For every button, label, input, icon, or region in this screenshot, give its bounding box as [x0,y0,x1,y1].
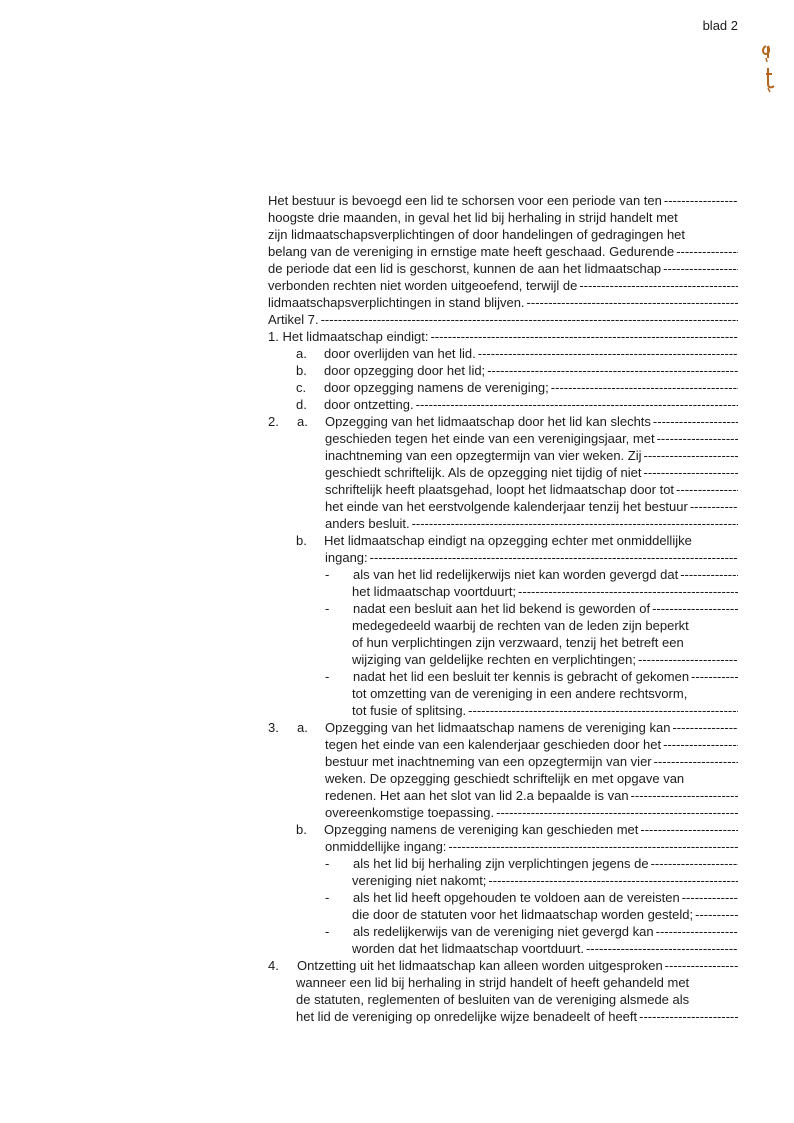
text-line [268,906,738,923]
dash-bullet: - [325,669,330,684]
line-text: anders besluit. [325,516,410,531]
list-marker: b. [296,363,307,378]
dash-filler [665,957,738,974]
text-line [268,617,738,634]
text-line [268,498,738,515]
list-number: 2. [268,414,279,429]
line-text: hoogste drie maanden, in geval het lid bij herhaling in strijd handelt met [268,210,678,225]
dash-filler [663,736,738,753]
line-text: het lid de vereniging op onredelijke wijze benadeelt of heeft [296,1009,638,1024]
dash-filler [430,328,738,345]
text-line [268,396,738,413]
line-text: de statuten, reglementen of besluiten van de vereniging alsmede als [296,992,690,1007]
text-line [268,226,738,243]
document-body [268,192,738,1025]
line-text: onmiddellijke ingang: [325,839,447,854]
page-number-label: blad 2 [702,18,738,33]
line-text: door opzegging door het lid; [324,363,486,378]
line-text: verbonden rechten niet worden uitgeoefend, terwijl de [268,278,578,293]
dash-filler [586,940,738,957]
line-text: het lidmaatschap voortduurt; [352,584,517,599]
text-line [268,209,738,226]
text-line [268,430,738,447]
dash-filler [680,566,738,583]
line-text: Het lidmaatschap eindigt na opzegging echter met onmiddellijke [324,533,692,548]
line-text: tegen het einde van een kalenderjaar geschieden door het [325,737,662,752]
dash-filler [656,923,738,940]
dash-filler [672,719,738,736]
line-text: als van het lid redelijkerwijs niet kan worden gevergd dat [353,567,679,582]
text-line [268,957,738,974]
line-text: belang van de vereniging in ernstige mate heeft geschaad. Gedurende [268,244,675,259]
list-marker: a. [296,346,307,361]
dash-filler [676,481,738,498]
text-line [268,736,738,753]
dash-filler [527,294,738,311]
line-text: de periode dat een lid is geschorst, kunnen de aan het lidmaatschap [268,261,662,276]
text-line [268,192,738,209]
dash-filler [518,583,738,600]
dash-filler [638,651,738,668]
dash-filler [663,260,738,277]
text-line [268,481,738,498]
line-text: door opzegging namens de vereniging; [324,380,549,395]
text-line [268,889,738,906]
dash-filler [631,787,738,804]
text-line [268,362,738,379]
text-line [268,515,738,532]
text-line [268,787,738,804]
line-text: ingang: [325,550,368,565]
dash-filler [644,464,738,481]
line-text: overeenkomstige toepassing. [325,805,495,820]
text-line [268,243,738,260]
dash-filler [695,906,738,923]
dash-bullet: - [325,890,330,905]
line-text: geschieden tegen het einde van een verenigingsjaar, met [325,431,655,446]
dash-filler [487,362,738,379]
dash-bullet: - [325,924,330,939]
text-line [268,804,738,821]
line-text: 1. Het lidmaatschap eindigt: [268,329,429,344]
dash-bullet: - [325,856,330,871]
text-line [268,566,738,583]
list-marker: d. [296,397,307,412]
line-text: of hun verplichtingen zijn verzwaard, tenzij het betreft een [352,635,684,650]
dash-filler [682,889,738,906]
dash-filler [478,345,738,362]
handwritten-initials [760,40,780,96]
line-text: schriftelijk heeft plaatsgehad, loopt het lidmaatschap door tot [325,482,675,497]
text-line [268,872,738,889]
list-marker: b. [296,822,307,837]
line-text: Artikel 7. [268,312,319,327]
line-text: door ontzetting. [324,397,414,412]
line-text: weken. De opzegging geschiedt schriftelijk en met opgave van [325,771,685,786]
text-line [268,634,738,651]
line-text: Opzegging van het lidmaatschap namens de vereniging kan [325,720,671,735]
line-text: nadat het lid een besluit ter kennis is gebracht of gekomen [353,669,690,684]
dash-filler [676,243,738,260]
dash-filler [416,396,738,413]
line-text: zijn lidmaatschapsverplichtingen of door handelingen of gedragingen het [268,227,686,242]
text-line [268,753,738,770]
text-line [268,651,738,668]
dash-filler [321,311,738,328]
line-text: wijziging van geldelijke rechten en verplichtingen; [352,652,637,667]
dash-filler [639,1008,738,1025]
dash-filler [468,702,738,719]
line-text: inachtneming van een opzegtermijn van vier weken. Zij [325,448,642,463]
text-line [268,413,738,430]
dash-filler [657,430,738,447]
line-text: die door de statuten voor het lidmaatschap worden gesteld; [352,907,694,922]
text-line [268,583,738,600]
text-line [268,464,738,481]
line-text: tot fusie of splitsing. [352,703,467,718]
text-line [268,328,738,345]
line-text: als redelijkerwijs van de vereniging niet gevergd kan [353,924,654,939]
line-text: lidmaatschapsverplichtingen in stand blijven. [268,295,525,310]
text-line [268,770,738,787]
line-text: medegedeeld waarbij de rechten van de leden zijn beperkt [352,618,689,633]
text-line [268,447,738,464]
line-text: geschiedt schriftelijk. Als de opzegging niet tijdig of niet [325,465,642,480]
line-text: Ontzetting uit het lidmaatschap kan alleen worden uitgesproken [297,958,663,973]
line-text: als het lid bij herhaling zijn verplichtingen jegens de [353,856,649,871]
text-line [268,855,738,872]
dash-bullet: - [325,601,330,616]
line-text: Het bestuur is bevoegd een lid te schorsen voor een periode van ten [268,193,662,208]
line-text: bestuur met inachtneming van een opzegtermijn van vier [325,754,652,769]
list-marker: b. [296,533,307,548]
text-line [268,991,738,1008]
text-line [268,600,738,617]
line-text: redenen. Het aan het slot van lid 2.a bepaalde is van [325,788,629,803]
text-line [268,260,738,277]
line-text: vereniging niet nakomt; [352,873,487,888]
dash-filler [640,821,738,838]
line-text: door overlijden van het lid. [324,346,476,361]
dash-filler [412,515,738,532]
text-line [268,719,738,736]
text-line [268,940,738,957]
text-line [268,345,738,362]
line-text: Opzegging van het lidmaatschap door het lid kan slechts [325,414,651,429]
list-marker: c. [296,380,307,395]
text-line [268,277,738,294]
list-marker: a. [297,720,308,735]
dash-filler [551,379,738,396]
text-line [268,923,738,940]
dash-filler [579,277,738,294]
dash-filler [651,855,738,872]
text-line [268,1008,738,1025]
line-text: Opzegging namens de vereniging kan geschieden met [324,822,639,837]
line-text: nadat een besluit aan het lid bekend is geworden of [353,601,651,616]
dash-filler [644,447,738,464]
line-text: worden dat het lidmaatschap voortduurt. [352,941,584,956]
text-line [268,838,738,855]
dash-filler [370,549,738,566]
text-line [268,821,738,838]
text-line [268,702,738,719]
line-text: het einde van het eerstvolgende kalenderjaar tenzij het bestuur [325,499,688,514]
line-text: tot omzetting van de vereniging in een andere rechtsvorm, [352,686,688,701]
text-line [268,379,738,396]
line-text: als het lid heeft opgehouden te voldoen aan de vereisten [353,890,680,905]
dash-filler [652,600,738,617]
dash-filler [690,498,738,515]
list-number: 3. [268,720,279,735]
list-number: 4. [268,958,279,973]
line-text: wanneer een lid bij herhaling in strijd handelt of heeft gehandeld met [296,975,690,990]
dash-filler [654,753,738,770]
dash-bullet: - [325,567,330,582]
dash-filler [496,804,738,821]
text-line [268,549,738,566]
dash-filler [488,872,738,889]
text-line [268,532,738,549]
text-line [268,668,738,685]
dash-filler [448,838,738,855]
dash-filler [664,192,738,209]
text-line [268,974,738,991]
list-marker: a. [297,414,308,429]
dash-filler [691,668,738,685]
text-line [268,294,738,311]
text-line [268,311,738,328]
text-line [268,685,738,702]
dash-filler [653,413,738,430]
